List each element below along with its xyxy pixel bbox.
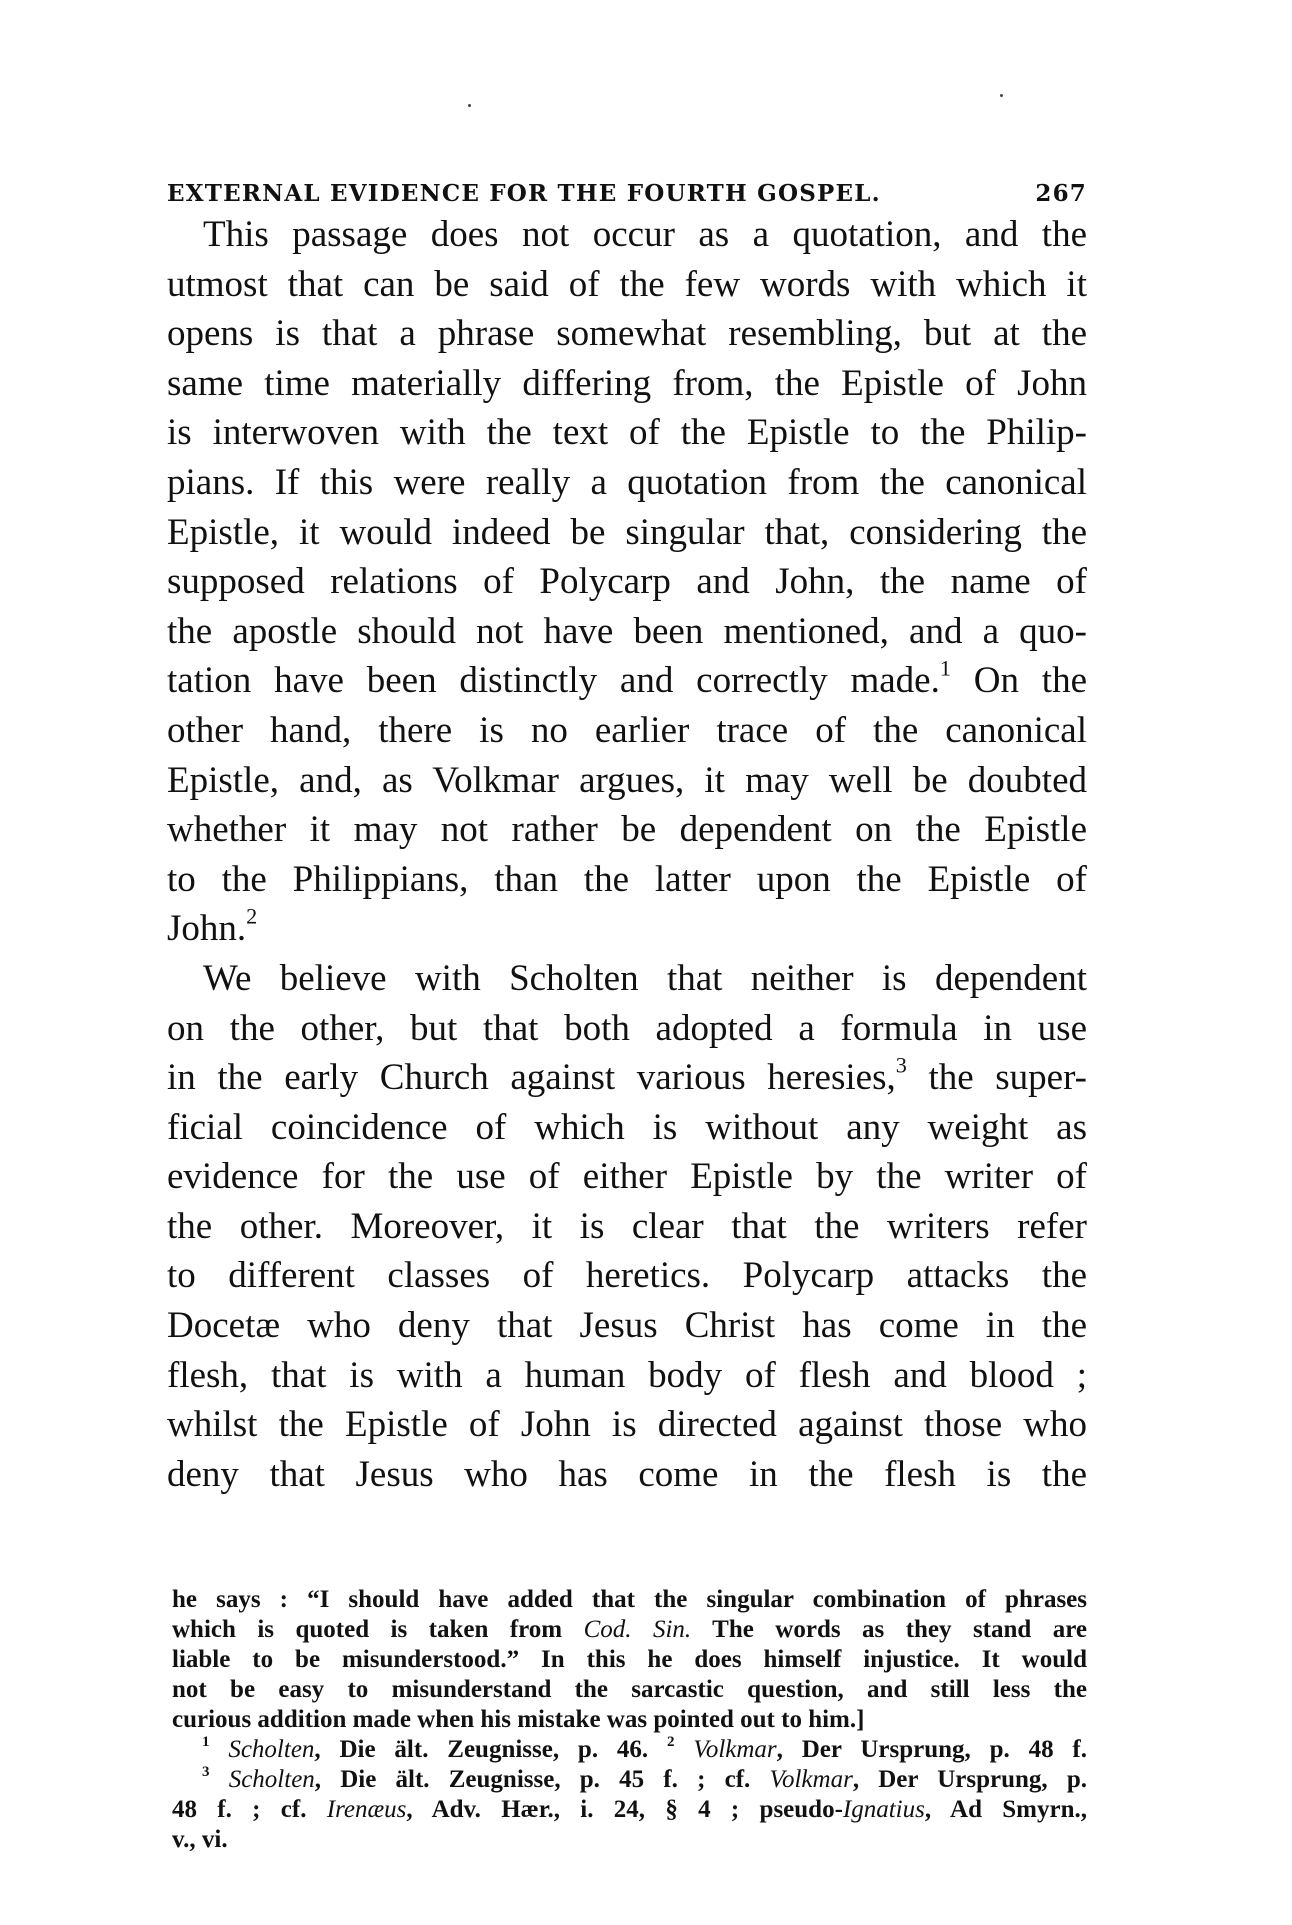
body-line: We believe with Scholten that neither is dependent (203, 957, 1087, 999)
print-speck (1000, 94, 1003, 97)
body-line: the other. Moreover, it is clear that the writers refer (167, 1205, 1087, 1247)
body-line-text: in the early Church against various heresies, (167, 1057, 896, 1099)
body-line: supposed relations of Polycarp and John, the name of (167, 561, 1087, 603)
page-number: 267 (1035, 180, 1087, 207)
body-line: to the Philippians, than the latter upon the Epistle of (167, 858, 1087, 900)
body-line-text: On the (973, 660, 1087, 702)
footnote-line (172, 1615, 1087, 1645)
body-line (167, 1053, 1087, 1103)
body-line: Docetæ who deny that Jesus Christ has come in the (167, 1305, 1087, 1347)
body-line: evidence for the use of either Epistle by the writer of (167, 1156, 1087, 1198)
body-line: on the other, but that both adopted a formula in use (167, 1007, 1087, 1049)
body-line: This passage does not occur as a quotation, and the (203, 214, 1087, 255)
footnotes (172, 1585, 1087, 1855)
footnote-ref[interactable]: 2 (246, 904, 258, 929)
footnote-text: , Der Ursprung, p. 48 f. (776, 1736, 1087, 1763)
body-line-text: the super- (928, 1057, 1087, 1099)
body-line: flesh, that is with a human body of flesh and blood ; (167, 1354, 1087, 1396)
body-line (167, 904, 1087, 954)
body-line: is interwoven with the text of the Epistle to the Philip- (167, 412, 1087, 454)
body-line: Epistle, and, as Volkmar argues, it may well be doubted (167, 759, 1087, 801)
footnote-ref[interactable]: 1 (939, 656, 951, 681)
footnote-text: , Die ält. Zeugnisse, p. 46. (314, 1736, 649, 1763)
footnote-text: which is quoted is taken from (172, 1616, 563, 1643)
body-line: other hand, there is no earlier trace of the canonical (167, 709, 1087, 751)
footnote-line: he says : “I should have added that the singular combination of phrases (172, 1586, 1087, 1613)
body-line (167, 656, 1087, 706)
footnote-ref[interactable]: 3 (895, 1053, 907, 1078)
body-line: whilst the Epistle of John is directed against those who (167, 1404, 1087, 1446)
print-speck (468, 104, 471, 107)
body-line: the apostle should not have been mentioned, and a quo- (167, 610, 1087, 652)
footnote-line: curious addition made when his mistake was pointed out to him.] (172, 1706, 865, 1733)
footnote-text: , Die ält. Zeugnisse, p. 45 f. ; cf. (314, 1766, 751, 1793)
footnote-text: , Der Ursprung, p. (852, 1766, 1087, 1793)
footnote-author: Scholten (228, 1766, 315, 1793)
body-line: utmost that can be said of the few words with which it (167, 263, 1087, 305)
footnote-author: Volkmar (693, 1736, 777, 1763)
body-line: opens is that a phrase somewhat resembling, but at the (167, 313, 1087, 355)
footnote-mark: 2 (666, 1735, 675, 1750)
footnote-line: liable to be misunderstood.” In this he does himself injustice. It would (172, 1646, 1087, 1673)
body-line: whether it may not rather be dependent on the Epistle (167, 809, 1087, 851)
footnote-line: not be easy to misunderstand the sarcastic question, and still less the (172, 1676, 1087, 1703)
body-line: Epistle, it would indeed be singular that, considering the (167, 511, 1087, 553)
running-header (167, 178, 1087, 210)
running-title: EXTERNAL EVIDENCE FOR THE FOURTH GOSPEL. (167, 180, 881, 207)
body-line-text: tation have been distinctly and correctly made. (167, 660, 940, 702)
body-line-text: John. (167, 908, 247, 950)
footnote-author: Scholten (228, 1736, 315, 1763)
footnote-author: Ignatius (842, 1796, 925, 1823)
footnote-mark: 1 (202, 1735, 210, 1750)
body-text (167, 210, 1087, 1499)
footnote-author: Irenæus (326, 1796, 407, 1823)
body-line: ficial coincidence of which is without any weight as (167, 1106, 1087, 1148)
footnote-mark: 3 (202, 1765, 210, 1780)
footnote-line: v., vi. (172, 1826, 228, 1853)
footnote-author: Volkmar (769, 1766, 853, 1793)
footnote-italic: Cod. Sin. (583, 1616, 692, 1643)
footnote-1-2 (172, 1735, 1087, 1765)
body-line: same time materially differing from, the Epistle of John (167, 362, 1087, 404)
body-line: deny that Jesus who has come in the flesh is the (167, 1453, 1087, 1495)
body-line: pians. If this were really a quotation from the canonical (167, 461, 1087, 503)
footnote-text: , Ad Smyrn., (924, 1796, 1087, 1823)
footnote-text: 48 f. ; cf. (172, 1796, 307, 1823)
footnote-text: , Adv. Hær., i. 24, § 4 ; pseudo- (406, 1796, 843, 1823)
footnote-text: The words as they stand are (712, 1616, 1087, 1643)
body-line: to different classes of heretics. Polycarp attacks the (167, 1255, 1087, 1297)
footnote-line (172, 1795, 1087, 1825)
footnote-3 (172, 1765, 1087, 1795)
